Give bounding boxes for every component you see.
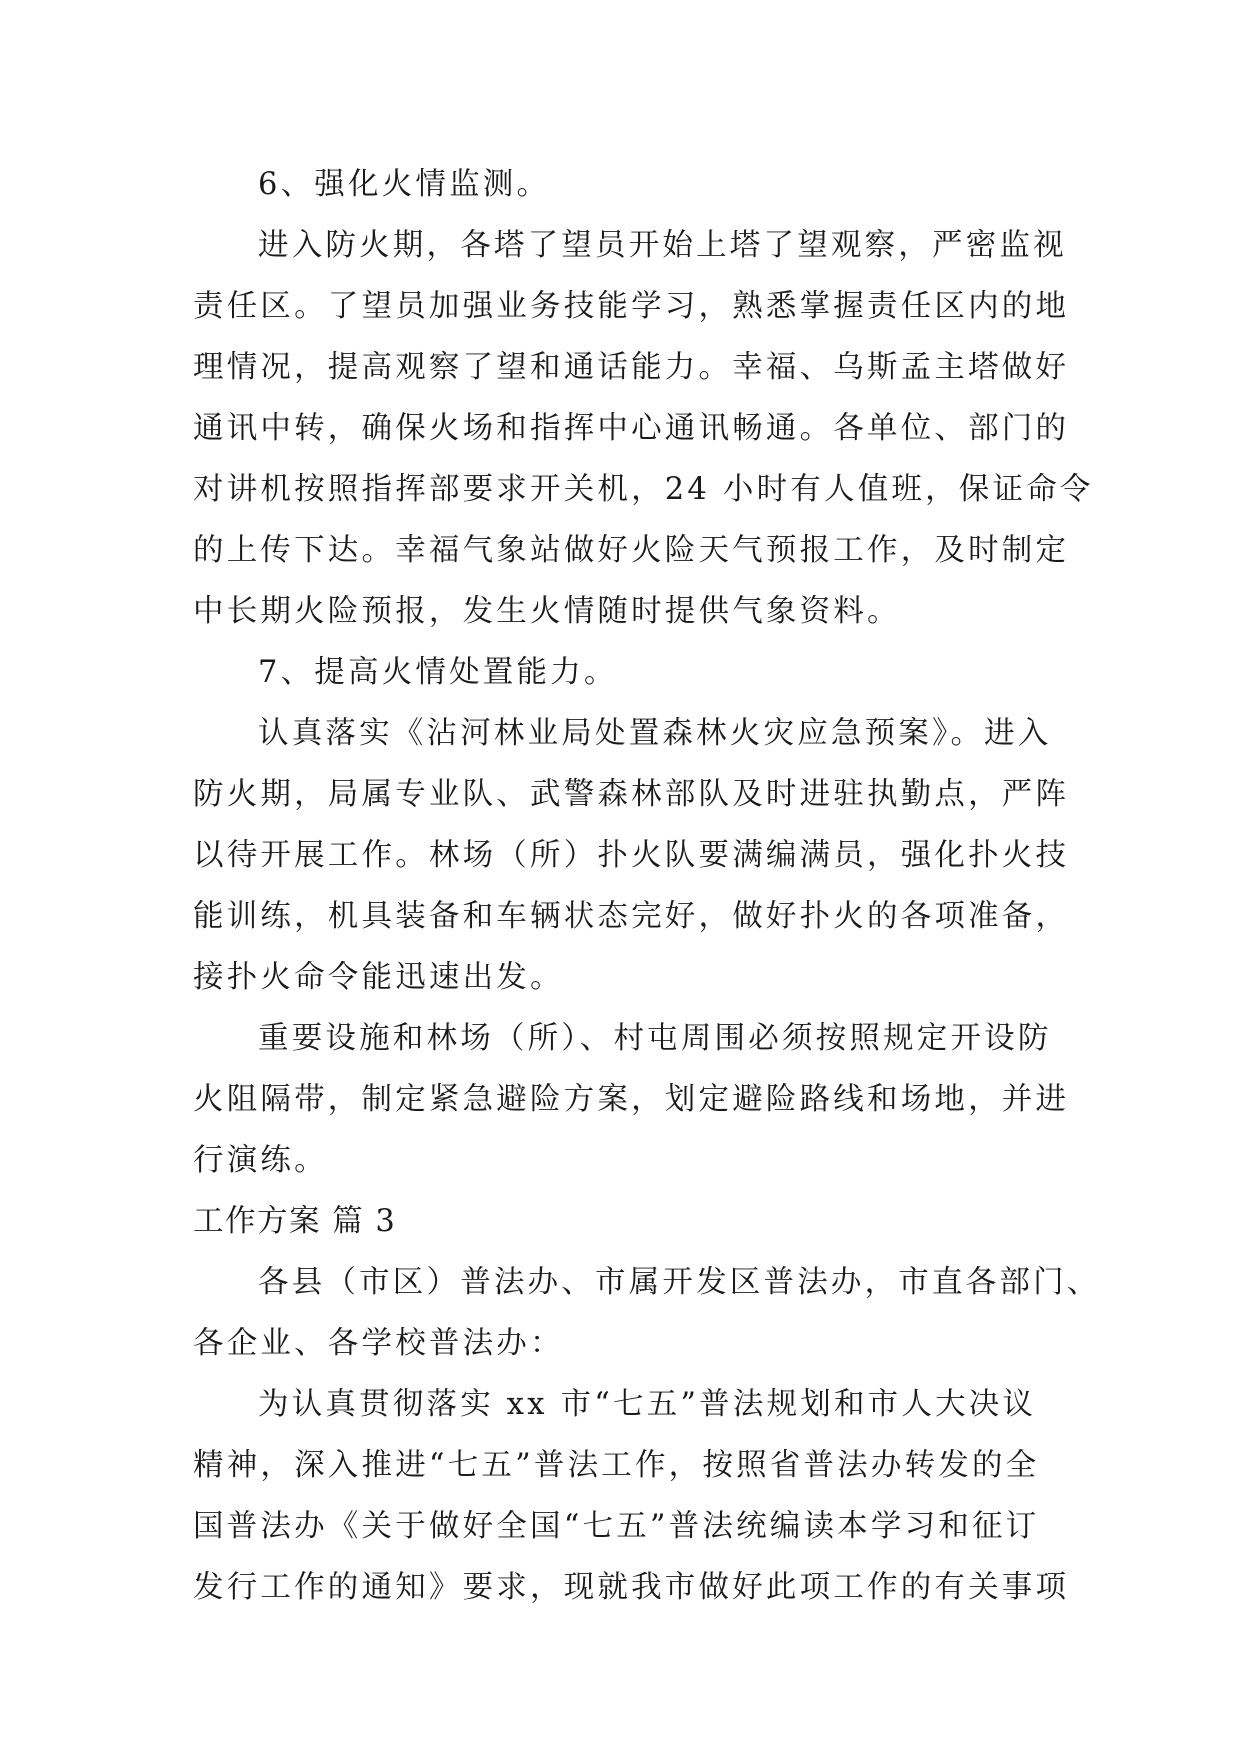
document-body [193,154,1101,1618]
paragraph-line: 能训练，机具装备和车辆状态完好，做好扑火的各项准备， [193,899,1070,934]
paragraph-line: 火阻隔带，制定紧急避险方案，划定避险路线和场地，并进 [193,1082,1070,1117]
paragraph-line: 责任区。了望员加强业务技能学习，熟悉掌握责任区内的地 [193,289,1070,324]
paragraph-line: 各县（市区）普法办、市属开发区普法办，市直各部门、 [258,1265,1101,1300]
paragraph-line: 精神，深入推进“七五”普法工作，按照省普法办转发的全 [193,1448,1040,1483]
paragraph-line: 防火期，局属专业队、武警森林部队及时进驻执勤点，严阵 [193,777,1070,812]
paragraph-line: 行演练。 [193,1143,328,1178]
paragraph-line: 各企业、各学校普法办： [193,1326,564,1361]
paragraph-line: 接扑火命令能迅速出发。 [193,960,564,995]
paragraph-line: 通讯中转，确保火场和指挥中心通讯畅通。各单位、部门的 [193,411,1070,446]
paragraph-line: 发行工作的通知》要求，现就我市做好此项工作的有关事项 [193,1570,1070,1605]
plan-heading: 工作方案 篇 3 [193,1204,397,1239]
section-heading-7: 7、提高火情处置能力。 [258,655,618,690]
paragraph-line: 理情况，提高观察了望和通话能力。幸福、乌斯孟主塔做好 [193,350,1070,385]
paragraph-line: 为认真贯彻落实 xx 市“七五”普法规划和市人大决议 [258,1387,1037,1422]
paragraph-line: 进入防火期，各塔了望员开始上塔了望观察，严密监视 [258,228,1067,263]
section-heading-6: 6、强化火情监测。 [258,167,551,202]
paragraph-line: 重要设施和林场（所）、村屯周围必须按照规定开设防 [258,1021,1052,1056]
paragraph-line: 的上传下达。幸福气象站做好火险天气预报工作，及时制定 [193,533,1070,568]
paragraph-line: 国普法办《关于做好全国“七五”普法统编读本学习和征订 [193,1509,1040,1544]
paragraph-line: 认真落实《沾河林业局处置森林火灾应急预案》。进入 [258,716,1052,751]
paragraph-line: 中长期火险预报，发生火情随时提供气象资料。 [193,594,901,629]
paragraph-line: 对讲机按照指挥部要求开关机，24 小时有人值班，保证命令 [193,472,1094,507]
paragraph-line: 以待开展工作。林场（所）扑火队要满编满员，强化扑火技 [193,838,1070,873]
